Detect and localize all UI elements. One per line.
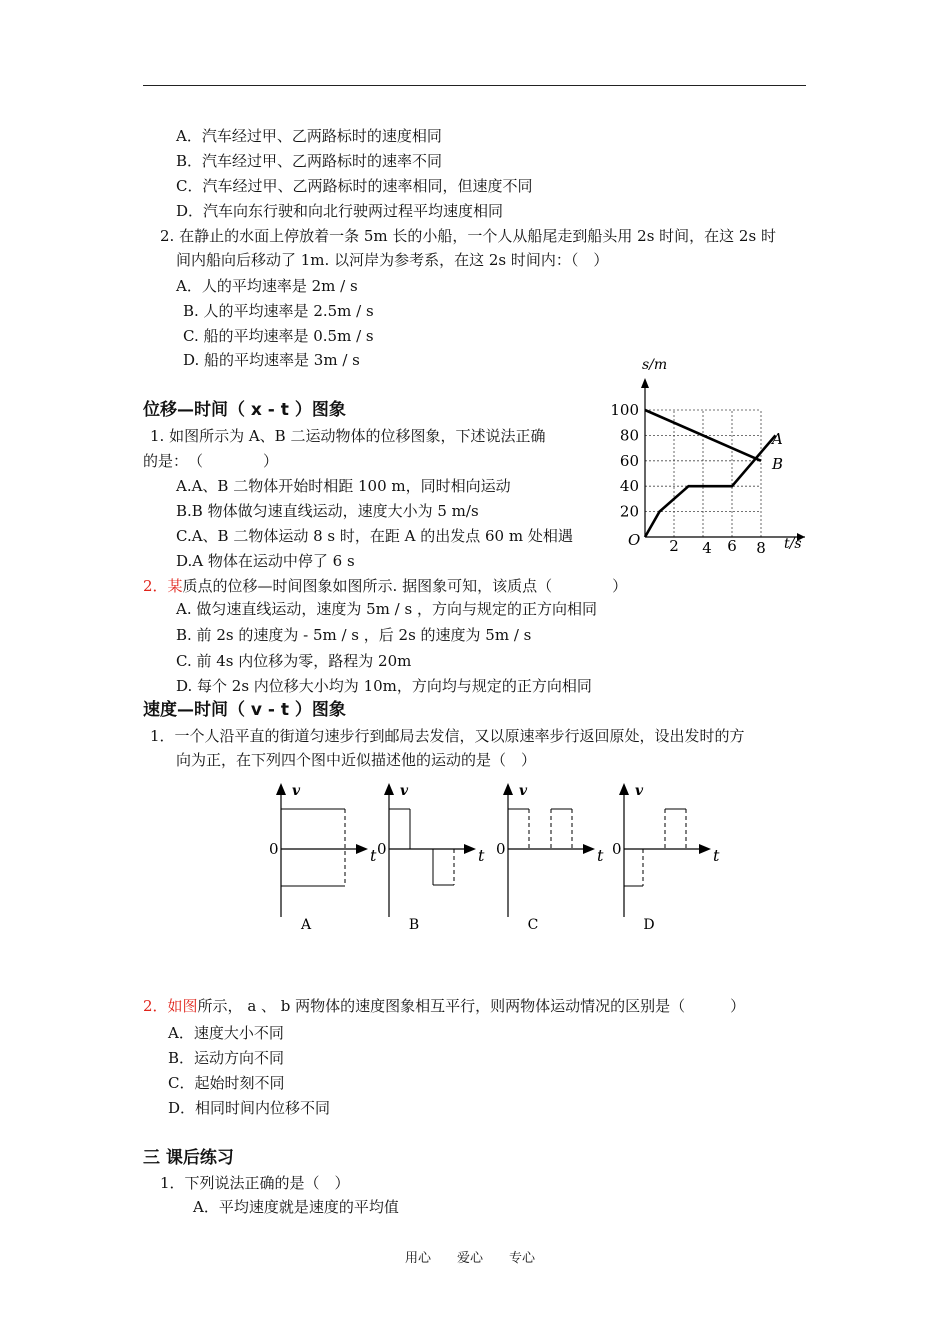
boat-option-b: B. 人的平均速率是 2.5m / s [183, 302, 374, 320]
xt-q2-option-b: B. 前 2s 的速度为 - 5m / s ，后 2s 的速度为 5m / s [176, 626, 532, 644]
zero-label: 0 [269, 840, 279, 858]
line-a-label: A [772, 430, 783, 448]
graph-letter: C [527, 917, 539, 933]
v-axis-arrow [384, 783, 394, 795]
car-option-c: C．汽车经过甲、乙两路标时的速率相同，但速度不同 [176, 177, 533, 195]
graph-letter: B [408, 917, 420, 933]
vt-q2-text: 所示， a 、 b 两物体的速度图象相互平行，则两物体运动情况的区别是（ ） [197, 997, 746, 1015]
xt-q1-stem-1: 1. 如图所示为 A、B 二运动物体的位移图象，下述说法正确 [150, 427, 546, 445]
t-axis-arrow [583, 844, 595, 854]
v-axis-arrow [619, 783, 629, 795]
section-xt-title: 位移—时间（ x - t ）图象 [143, 400, 346, 420]
y-tick-label: 100 [610, 401, 639, 419]
t-axis-arrow [356, 844, 368, 854]
xt-q1-option-b: B.B 物体做匀速直线运动，速度大小为 5 m/s [176, 502, 479, 520]
xt-q2-number: 2．某 [143, 577, 183, 595]
t-label: t [713, 846, 720, 865]
st-chart [600, 352, 810, 557]
vt-q2-option-a: A．速度大小不同 [168, 1024, 284, 1042]
boat-option-c: C. 船的平均速率是 0.5m / s [183, 327, 374, 345]
boat-option-a: A．人的平均速率是 2m / s [176, 277, 358, 295]
car-option-d: D．汽车向东行驶和向北行驶两过程平均速度相同 [176, 202, 504, 220]
st-chart-x-ticks [669, 537, 766, 557]
xt-q2-option-d: D. 每个 2s 内位移大小均为 10m，方向均与规定的正方向相同 [176, 677, 592, 695]
xt-q1-stem-2: 的是： （ ） [143, 452, 279, 470]
st-chart-origin: O [628, 531, 641, 549]
xt-q2-stem [143, 576, 627, 596]
t-label: t [370, 846, 377, 865]
boat-option-d: D. 船的平均速率是 3m / s [183, 351, 360, 369]
after-q1-option-a: A．平均速度就是速度的平均值 [193, 1198, 399, 1216]
vt-graphs [260, 775, 740, 945]
vt-q1-stem-1: 1．一个人沿平直的街道匀速步行到邮局去发信，又以原速率步行返回原处，设出发时的方 [150, 727, 745, 745]
y-tick-label: 40 [619, 477, 639, 496]
xt-q2-option-a: A. 做匀速直线运动，速度为 5m / s ，方向与规定的正方向相同 [176, 600, 597, 618]
header-rule [143, 85, 806, 86]
xt-q1-option-a: A.A、B 二物体开始时相距 100 m，同时相向运动 [176, 477, 511, 495]
vt-q1-stem-2: 向为正，在下列四个图中近似描述他的运动的是（ ） [176, 751, 537, 769]
st-chart-y-ticks [610, 401, 639, 521]
section-vt-title: 速度—时间（ v - t ）图象 [143, 700, 346, 720]
section-after-title: 三 课后练习 [143, 1148, 234, 1168]
t-axis-arrow [699, 844, 711, 854]
vt-q2-stem [143, 996, 745, 1016]
car-option-b: B．汽车经过甲、乙两路标时的速率不同 [176, 152, 443, 170]
series-line-a [645, 435, 776, 537]
v-axis-arrow [276, 783, 286, 795]
y-tick-label: 60 [619, 451, 639, 470]
after-q1-stem: 1．下列说法正确的是（ ） [160, 1174, 350, 1192]
x-tick-label: 4 [702, 539, 712, 557]
xt-q1-option-c: C.A、B 二物体运动 8 s 时，在距 A 的出发点 60 m 处相遇 [176, 527, 573, 545]
vt-q2-option-b: B．运动方向不同 [168, 1049, 285, 1067]
boat-question-stem-1: 2. 在静止的水面上停放着一条 5m 长的小船，一个人从船尾走到船头用 2s 时间，在这 2s 时 [160, 227, 776, 245]
zero-label: 0 [612, 840, 622, 858]
y-tick-label: 20 [619, 502, 639, 521]
boat-question-stem-2: 间内船向后移动了 1m. 以河岸为参考系，在这 2s 时间内：（ ） [176, 251, 609, 269]
v-label: v [519, 783, 528, 799]
x-tick-label: 6 [727, 537, 737, 555]
car-option-a: A．汽车经过甲、乙两路标时的速度相同 [176, 127, 442, 145]
v-label: v [292, 783, 301, 799]
page-footer: 用心 爱心 专心 [405, 1251, 536, 1266]
st-chart-x-label: t/s [784, 536, 802, 552]
vt-graph-a [269, 783, 377, 933]
xt-q1-option-d: D.A 物体在运动中停了 6 s [176, 552, 355, 570]
t-label: t [478, 846, 485, 865]
graph-letter: D [643, 917, 655, 933]
x-tick-label: 2 [669, 537, 679, 555]
line-b-label: B [772, 455, 784, 473]
zero-label: 0 [496, 840, 506, 858]
t-label: t [597, 846, 604, 865]
vt-graph-c [496, 783, 604, 933]
graph-letter: A [300, 917, 312, 933]
vt-q2-option-d: D．相同时间内位移不同 [168, 1099, 331, 1117]
st-chart-y-label: s/m [642, 357, 668, 373]
vt-graph-b [377, 783, 485, 933]
v-label: v [400, 783, 409, 799]
vt-graph-d [612, 783, 720, 933]
vt-q2-option-c: C．起始时刻不同 [168, 1074, 285, 1092]
t-axis-arrow [464, 844, 476, 854]
st-chart-series [645, 410, 776, 537]
v-axis-arrow [503, 783, 513, 795]
vt-q2-number: 2．如图 [143, 997, 198, 1015]
zero-label: 0 [377, 840, 387, 858]
v-label: v [635, 783, 644, 799]
xt-q2-option-c: C. 前 4s 内位移为零，路程为 20m [176, 652, 412, 670]
xt-q2-text: 质点的位移—时间图象如图所示. 据图象可知，该质点（ ） [182, 577, 628, 595]
y-tick-label: 80 [619, 426, 639, 445]
x-tick-label: 8 [756, 539, 766, 557]
